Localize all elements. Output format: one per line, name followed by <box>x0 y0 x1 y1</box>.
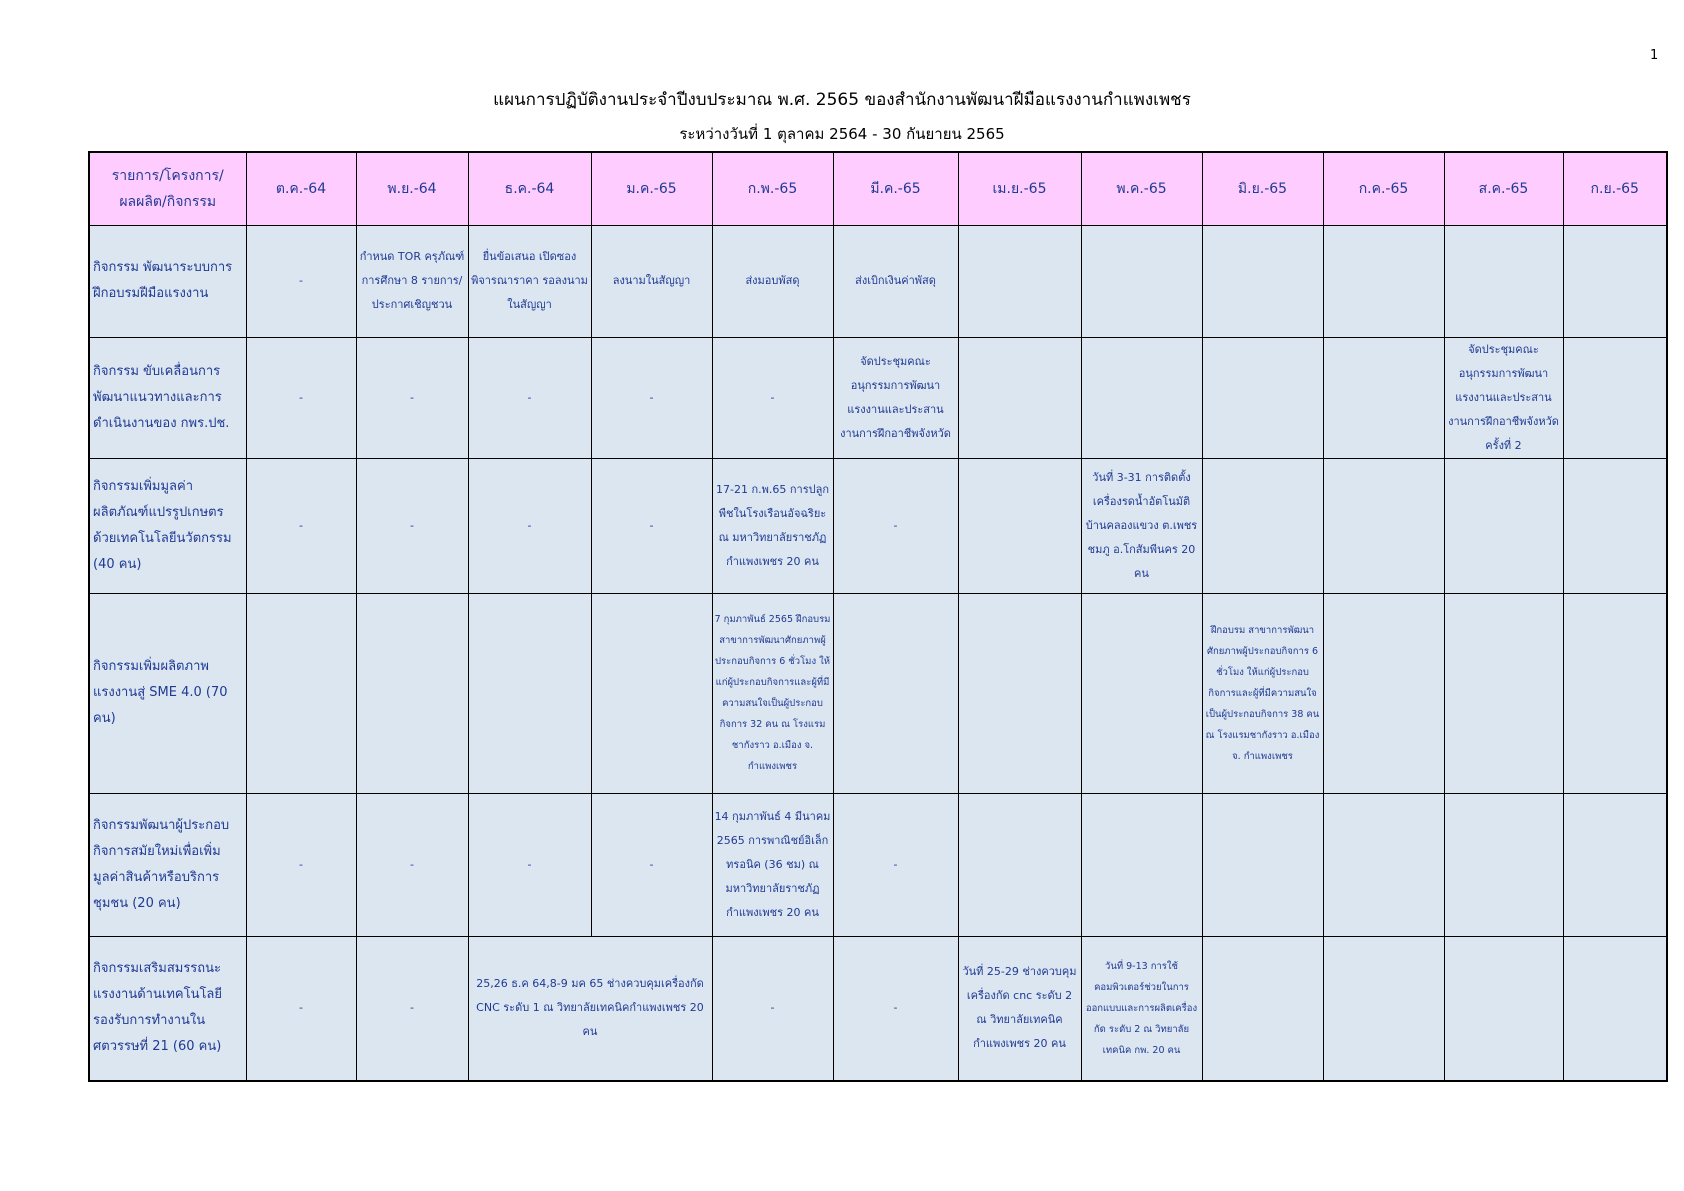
plan-cell <box>1323 225 1444 337</box>
plan-cell: - <box>591 337 712 458</box>
plan-cell <box>1563 936 1667 1081</box>
header-month: ก.พ.-65 <box>712 152 833 225</box>
activity-name: กิจกรรมเพิ่มมูลค่าผลิตภัณฑ์แปรรูปเกษตรด้วยเทคโนโลยีนวัตกรรม (40 คน) <box>89 458 246 593</box>
plan-cell: - <box>712 337 833 458</box>
header-month: เม.ย.-65 <box>958 152 1081 225</box>
plan-cell <box>1563 593 1667 793</box>
plan-cell: วันที่ 3-31 การติดตั้งเครื่องรดน้ำอัตโนมัติ บ้านคลองแขวง ต.เพชรชมภู อ.โกสัมพีนคร 20 คน <box>1081 458 1202 593</box>
plan-cell: - <box>591 458 712 593</box>
plan-cell <box>1563 337 1667 458</box>
plan-cell <box>1563 225 1667 337</box>
plan-cell <box>1323 337 1444 458</box>
plan-cell <box>1444 593 1563 793</box>
plan-cell: - <box>356 793 468 936</box>
plan-table <box>88 151 1668 1082</box>
plan-cell: - <box>246 793 356 936</box>
activity-name: กิจกรรม ขับเคลื่อนการพัฒนาแนวทางและการดำเนินงานของ กพร.ปช. <box>89 337 246 458</box>
plan-cell <box>1563 458 1667 593</box>
plan-cell: - <box>246 225 356 337</box>
plan-cell <box>1444 936 1563 1081</box>
plan-cell <box>246 593 356 793</box>
plan-cell <box>1202 337 1323 458</box>
plan-cell: จัดประชุมคณะอนุกรรมการพัฒนาแรงงานและประสานงานการฝึกอาชีพจังหวัด ครั้งที่ 2 <box>1444 337 1563 458</box>
plan-cell: - <box>468 793 591 936</box>
plan-cell: - <box>833 458 958 593</box>
header-month: พ.ย.-64 <box>356 152 468 225</box>
plan-cell <box>1202 793 1323 936</box>
table-row <box>89 793 1667 936</box>
document-title: แผนการปฏิบัติงานประจำปีงบประมาณ พ.ศ. 2565 ของสำนักงานพัฒนาฝีมือแรงงานกำแพงเพชร <box>493 90 1191 110</box>
plan-cell: - <box>833 936 958 1081</box>
plan-cell: กำหนด TOR ครุภัณฑ์การศึกษา 8 รายการ/ประกาศเชิญชวน <box>356 225 468 337</box>
plan-cell: - <box>591 793 712 936</box>
header-month: พ.ค.-65 <box>1081 152 1202 225</box>
plan-cell: 17-21 ก.พ.65 การปลูกพืชในโรงเรือนอัจฉริยะ ณ มหาวิทยาลัยราชภัฏกำแพงเพชร 20 คน <box>712 458 833 593</box>
header-month: ต.ค.-64 <box>246 152 356 225</box>
document-subtitle: ระหว่างวันที่ 1 ตุลาคม 2564 - 30 กันยายน 2565 <box>679 125 1005 143</box>
header-item: รายการ/โครงการ/ ผลผลิต/กิจกรรม <box>89 152 246 225</box>
plan-cell <box>1444 793 1563 936</box>
plan-cell <box>468 593 591 793</box>
plan-cell: จัดประชุมคณะอนุกรรมการพัฒนาแรงงานและประสานงานการฝึกอาชีพจังหวัด <box>833 337 958 458</box>
plan-cell: ส่งเบิกเงินค่าพัสดุ <box>833 225 958 337</box>
plan-cell <box>958 793 1081 936</box>
plan-cell: - <box>246 936 356 1081</box>
plan-cell <box>1563 793 1667 936</box>
activity-name: กิจกรรม พัฒนาระบบการฝึกอบรมฝีมือแรงงาน <box>89 225 246 337</box>
table-row <box>89 936 1667 1081</box>
plan-cell <box>1202 936 1323 1081</box>
activity-name: กิจกรรมเพิ่มผลิตภาพแรงงานสู่ SME 4.0 (70 คน) <box>89 593 246 793</box>
header-row <box>89 152 1667 225</box>
page-number: 1 <box>1650 48 1659 63</box>
plan-cell <box>1323 793 1444 936</box>
plan-cell <box>591 593 712 793</box>
plan-cell: - <box>468 458 591 593</box>
plan-cell: ลงนามในสัญญา <box>591 225 712 337</box>
plan-cell <box>1081 593 1202 793</box>
plan-cell <box>833 593 958 793</box>
plan-cell <box>1323 936 1444 1081</box>
plan-cell: 7 กุมภาพันธ์ 2565 ฝึกอบรม สาขาการพัฒนาศักยภาพผู้ประกอบกิจการ 6 ชั่วโมง ให้แก่ผู้ประกอบกิจการและผู้ที่มีความสนใจเป็นผู้ประกอบกิจการ 32 คน ณ โรงแรมชากังราว อ.เมือง จ. กำแพงเพชร <box>712 593 833 793</box>
plan-cell: ยื่นข้อเสนอ เปิดซอง พิจารณาราคา รอลงนามในสัญญา <box>468 225 591 337</box>
plan-cell <box>1323 593 1444 793</box>
plan-cell <box>1081 225 1202 337</box>
header-month: มิ.ย.-65 <box>1202 152 1323 225</box>
plan-cell <box>1202 225 1323 337</box>
plan-cell <box>958 593 1081 793</box>
plan-cell: - <box>246 337 356 458</box>
plan-cell <box>356 593 468 793</box>
table-row <box>89 337 1667 458</box>
plan-cell: - <box>356 337 468 458</box>
plan-cell: - <box>712 936 833 1081</box>
plan-cell <box>1081 337 1202 458</box>
plan-cell: 14 กุมภาพันธ์ 4 มีนาคม 2565 การพาณิชย์อิเล็กทรอนิค (36 ชม) ณ มหาวิทยาลัยราชภัฏกำแพงเพชร 20 คน <box>712 793 833 936</box>
plan-cell: ส่งมอบพัสดุ <box>712 225 833 337</box>
plan-cell <box>958 458 1081 593</box>
table-row <box>89 593 1667 793</box>
plan-cell: ฝึกอบรม สาขาการพัฒนาศักยภาพผู้ประกอบกิจการ 6 ชั่วโมง ให้แก่ผู้ประกอบกิจการและผู้ที่มีความสนใจเป็นผู้ประกอบกิจการ 38 คน ณ โรงแรมชากังราว อ.เมือง จ. กำแพงเพชร <box>1202 593 1323 793</box>
plan-cell: - <box>246 458 356 593</box>
header-month: ม.ค.-65 <box>591 152 712 225</box>
activity-name: กิจกรรมพัฒนาผู้ประกอบกิจการสมัยใหม่เพื่อเพิ่มมูลค่าสินค้าหรือบริการชุมชน (20 คน) <box>89 793 246 936</box>
plan-cell: วันที่ 25-29 ช่างควบคุมเครื่องกัด cnc ระดับ 2 ณ วิทยาลัยเทคนิคกำแพงเพชร 20 คน <box>958 936 1081 1081</box>
plan-cell <box>1081 793 1202 936</box>
plan-cell: วันที่ 9-13 การใช้คอมพิวเตอร์ช่วยในการออกแบบและการผลิตเครื่องกัด ระดับ 2 ณ วิทยาลัยเทคนิค กพ. 20 คน <box>1081 936 1202 1081</box>
plan-cell: - <box>468 337 591 458</box>
plan-cell: - <box>356 458 468 593</box>
plan-cell <box>958 225 1081 337</box>
header-month: ก.ค.-65 <box>1323 152 1444 225</box>
header-month: มี.ค.-65 <box>833 152 958 225</box>
plan-cell <box>1202 458 1323 593</box>
header-month: ส.ค.-65 <box>1444 152 1563 225</box>
plan-cell <box>1323 458 1444 593</box>
plan-cell: - <box>356 936 468 1081</box>
plan-cell-merged: 25,26 ธ.ค 64,8-9 มค 65 ช่างควบคุมเครื่องกัด CNC ระดับ 1 ณ วิทยาลัยเทคนิคกำแพงเพชร 20 คน <box>468 936 712 1081</box>
table-row <box>89 458 1667 593</box>
plan-cell <box>1444 458 1563 593</box>
header-month: ก.ย.-65 <box>1563 152 1667 225</box>
activity-name: กิจกรรมเสริมสมรรถนะแรงงานด้านเทคโนโลยีรองรับการทำงานในศตวรรษที่ 21 (60 คน) <box>89 936 246 1081</box>
plan-cell: - <box>833 793 958 936</box>
table-row <box>89 225 1667 337</box>
plan-cell <box>958 337 1081 458</box>
plan-cell <box>1444 225 1563 337</box>
header-month: ธ.ค.-64 <box>468 152 591 225</box>
